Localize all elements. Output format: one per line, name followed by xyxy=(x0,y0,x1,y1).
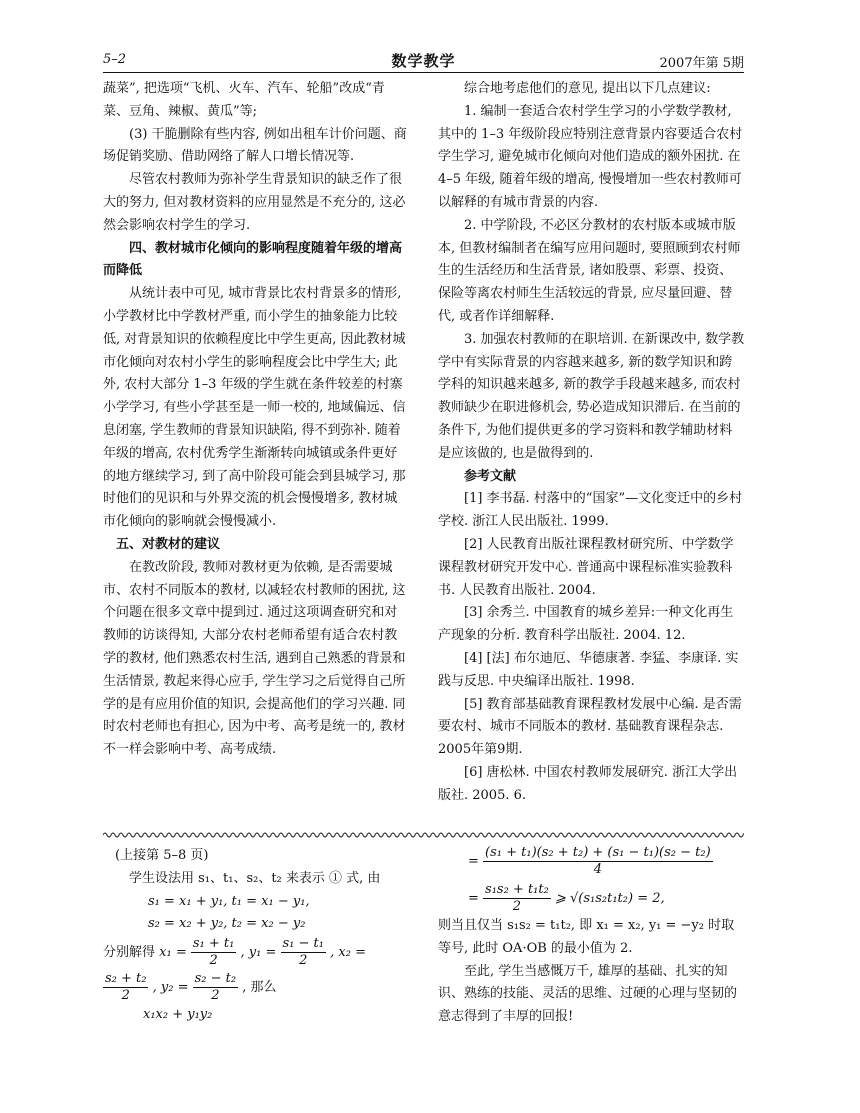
equation: s₁ = x₁ + y₁, t₁ = x₁ − y₁, xyxy=(148,893,310,909)
paragraph: 2. 中学阶段, 不必区分教材的农村版本或城市版本, 但教材编制者在编写应用问题时, 要照顾到农村师生的生活经历和生活背景, 诸如股票、彩票、投资、保险等离农村师生生活较远的背景, 应尽量回避、替代, 或者作详细解释. xyxy=(438,217,741,324)
continuation-right xyxy=(438,845,745,1029)
wavy-divider xyxy=(103,827,744,841)
paragraph: 尽管农村教师为弥补学生背景知识的缺乏作了很大的努力, 但对教材资料的应用显然是不充分的, 这必然会影响农村学生的学习. xyxy=(103,172,406,233)
solution-line: 分别解得 x₁ = $\frac{\text{s₁ + t₁}}{2}$ , y₁ = $\frac{\text{s₁ − t₁}}{2}$ , x₂ = xyxy=(103,936,366,969)
right-column xyxy=(438,78,745,808)
paragraph: 至此, 学生当感慨万千, 雄厚的基础、扎实的知识、熟练的技能、灵活的思维、过硬的心理与坚韧的意志得到了丰厚的回报! xyxy=(438,963,738,1025)
paragraph: 在教改阶段, 教师对教材更为依赖, 是否需要城市、农村不同版本的教材, 以减轻农村教师的困扰, 这个问题在很多文章中提到过. 通过这项调查研究和对教师的访谈得知, 大部分农村老师希望有适合农村教学的教材, 他们熟悉农村生活, 遇到自己熟悉的背景和生活情景, 教起来得心应手, 学生学习之后觉得自己所学的是有应用价值的知识, 会提高他们的学习兴趣. 同时农村老师也有担心, 因为中考、高考是统一的, 教材不一样会影响中考、高考成绩. xyxy=(103,559,406,758)
paragraph: (3) 干脆删除有些内容, 例如出租车计价问题、商场促销奖励、借助网络了解人口增长情况等. xyxy=(103,126,407,165)
fraction: $\frac{\text{s₂ + t₂}}{2}$ xyxy=(105,971,147,1004)
paragraph: 蔬菜”, 把选项“飞机、火车、汽车、轮船”改成“青菜、豆角、辣椒、黄瓜”等; xyxy=(103,81,385,119)
references-heading: 参考文献 xyxy=(464,468,517,484)
continuation-label: (上接第 5–8 页) xyxy=(115,848,209,863)
section-heading: 五、对教材的建议 xyxy=(116,536,221,552)
fraction: $\frac{\text{s₂ − t₂}}{2}$ xyxy=(194,971,237,1004)
paragraph: 则当且仅当 s₁s₂ = t₁t₂, 即 x₁ = x₂, y₁ = −y₂ 时取等号, 此时 OA·OB 的最小值为 2. xyxy=(438,918,735,956)
equation: = $\frac{\text{(s₁ + t₁)(s₂ + t₂) + (s₁ − t₁)(s₂ − t₂)}}{4}$ xyxy=(468,845,711,877)
equation: = $\frac{\text{s₁s₂ + t₁t₂}}{2}$ ⩾ √(s₁s₂t₁t₂) = 2, xyxy=(468,882,665,914)
fraction: $\frac{\text{s₁ − t₁}}{2}$ xyxy=(282,936,324,969)
left-column xyxy=(103,78,409,762)
header-rule xyxy=(103,72,744,73)
reference-item: [5] 教育部基础教育课程教材发展中心编. 是否需要农村、城市不同版本的教材. 基础教育课程杂志. 2005年第9期. xyxy=(438,696,742,758)
solution-line: $\frac{\text{s₂ + t₂}}{2}$ , y₂ = $\frac{\text{s₂ − t₂}}{2}$ , 那么 xyxy=(105,971,277,1004)
continuation-left xyxy=(103,845,409,1027)
paragraph: 3. 加强农村教师的在职培训. 在新课改中, 数学教学中有实际背景的内容越来越多, 新的数学知识和跨学科的知识越来越多, 新的教学手段越来越多, 而农村教师缺少在职进修机会, 势必造成知识滞后. 在当前的条件下, 为他们提供更多的学习资料和教学辅助材料是应该做的, 也是做得到的. xyxy=(438,331,745,461)
fraction: $\frac{\text{(s₁ + t₁)(s₂ + t₂) + (s₁ − t₁)(s₂ − t₂)}}{4}$ xyxy=(485,845,711,877)
reference-item: [1] 李书磊. 村落中的“国家”—文化变迁中的乡村学校. 浙江人民出版社. 1999. xyxy=(438,491,743,530)
reference-item: [2] 人民教育出版社课程教材研究所、中学数学课程教材研究开发中心. 普通高中课程标准实验教科书. 人民教育出版社. 2004. xyxy=(438,536,734,598)
page-number: 5–2 xyxy=(103,52,127,67)
reference-item: [3] 余秀兰. 中国教育的城乡差异:一种文化再生产现象的分析. 教育科学出版社. 2004. 12. xyxy=(438,605,734,644)
paragraph: 从统计表中可见, 城市背景比农村背景多的情形, 小学教材比中学教材严重, 而小学生的抽象能力比较低, 对背景知识的依赖程度比中学生更高, 因此教材城市化倾向对农村小学生的影响程度会比中学生大; 此外, 农村大部分 1–3 年级的学生就在条件较差的村寨小学学习, 有些小学甚至是一师一校的, 地域偏远、信息闭塞, 学生教师的背景知识缺陷, 得不到弥补. 随着年级的增高, 农村优秀学生渐渐转向城镇或条件更好的地方继续学习, 到了高中阶段可能会到县城学习, 那时他们的见识和与外界交流的机会慢慢增多, 教材城市化倾向的影响就会慢慢减小. xyxy=(103,286,406,530)
reference-item: [6] 唐松林. 中国农村教师发展研究. 浙江大学出版社. 2005. 6. xyxy=(438,764,738,803)
equation: s₂ = x₂ + y₂, t₂ = x₂ − y₂ xyxy=(148,916,306,932)
equation: x₁x₂ + y₁y₂ xyxy=(143,1007,213,1023)
reference-item: [4] [法] 布尔迪厄、华德康著. 李猛、李康译. 实践与反思. 中央编译出版社. 1998. xyxy=(438,650,739,689)
paragraph: 学生设法用 s₁、t₁、s₂、t₂ 来表示 ① 式, 由 xyxy=(129,870,381,886)
fraction: $\frac{\text{s₁s₂ + t₁t₂}}{2}$ xyxy=(485,882,549,914)
section-heading: 四、教材城市化倾向的影响程度随着年级的增高而降低 xyxy=(103,240,403,279)
paragraph: 1. 编制一套适合农村学生学习的小学数学教材, 其中的 1–3 年级阶段应特别注意背景内容要适合农村学生学习, 避免城市化倾向对他们造成的额外困扰. 在 4–5 年级, 随着年级的增高, 慢慢增加一些农村教师可以解释的有城市背景的内容. xyxy=(438,103,743,210)
issue-label: 2007年第 5期 xyxy=(659,56,744,71)
wavy-line-icon xyxy=(103,828,744,841)
fraction: $\frac{\text{s₁ + t₁}}{2}$ xyxy=(192,936,235,969)
journal-title: 数学教学 xyxy=(391,52,456,70)
paragraph: 综合地考虑他们的意见, 提出以下几点建议: xyxy=(464,81,711,96)
